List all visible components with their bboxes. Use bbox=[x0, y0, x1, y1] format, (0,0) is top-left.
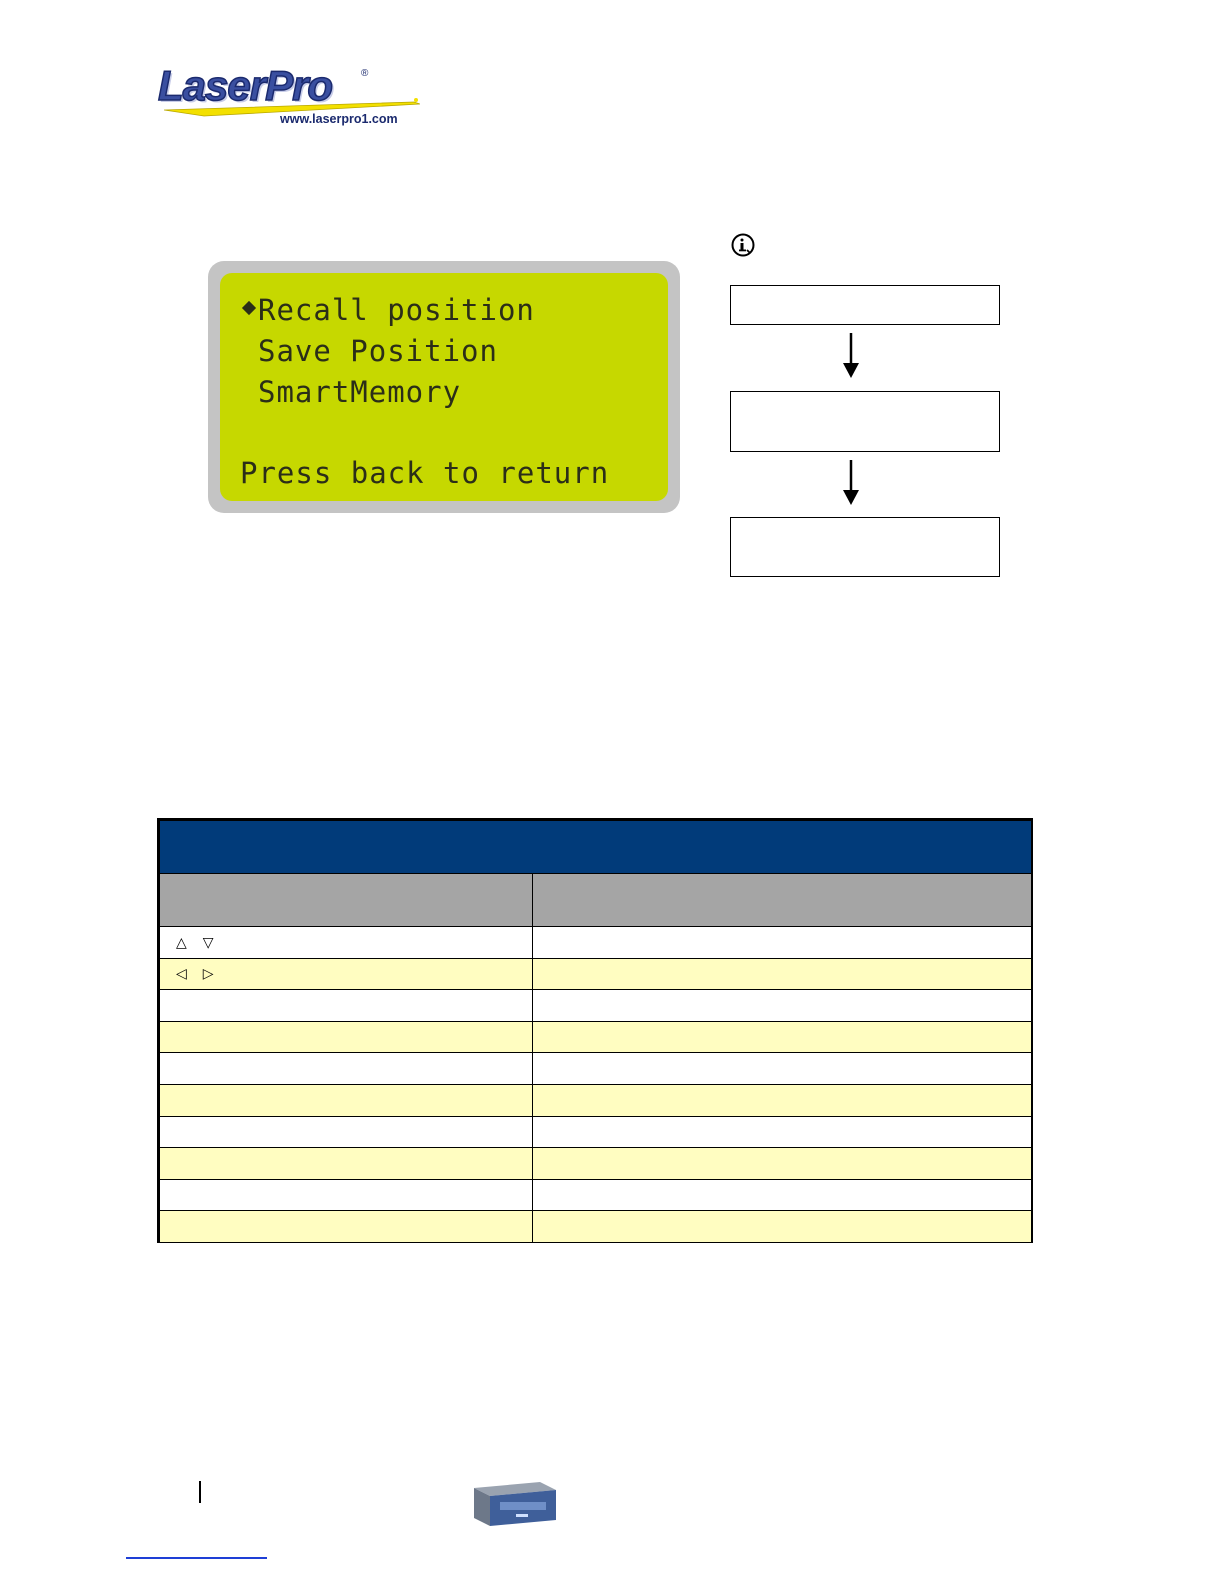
table-cell-function bbox=[533, 1179, 1032, 1211]
table-cell-key bbox=[160, 927, 533, 959]
lcd-panel bbox=[208, 261, 680, 513]
table-cell-function bbox=[533, 927, 1032, 959]
key-function-table bbox=[157, 818, 1033, 1243]
lcd-screen bbox=[220, 273, 668, 501]
flow-step-3 bbox=[730, 517, 1000, 577]
table-title bbox=[160, 821, 1032, 874]
table-cell-function bbox=[533, 1021, 1032, 1053]
down-triangle-icon: ▽ bbox=[202, 933, 214, 950]
table-cell-key bbox=[160, 1148, 533, 1180]
laser-engraver-image bbox=[470, 1478, 558, 1528]
right-triangle-icon: ▷ bbox=[202, 965, 214, 982]
table-row bbox=[160, 1021, 1032, 1053]
lcd-menu-item-save[interactable]: Save Position bbox=[258, 334, 498, 368]
left-triangle-icon: ◁ bbox=[176, 965, 187, 982]
table-cell-key bbox=[160, 1021, 533, 1053]
logo-url: www.laserpro1.com bbox=[280, 112, 398, 126]
logo-wordmark: LaserPro bbox=[158, 62, 333, 109]
footer-divider bbox=[199, 1481, 201, 1503]
footer-link-underline[interactable] bbox=[126, 1557, 267, 1559]
table-row bbox=[160, 990, 1032, 1022]
table-cell-function bbox=[533, 990, 1032, 1022]
table-cell-key bbox=[160, 1084, 533, 1116]
table-row bbox=[160, 1116, 1032, 1148]
table-cell-function bbox=[533, 1211, 1032, 1243]
table-cell-key bbox=[160, 990, 533, 1022]
lcd-menu-item-smartmemory[interactable]: SmartMemory bbox=[258, 375, 462, 409]
table-row bbox=[160, 1053, 1032, 1085]
table-cell-key bbox=[160, 1211, 533, 1243]
table-header-key bbox=[160, 874, 533, 927]
table-row bbox=[160, 1211, 1032, 1243]
info-icon bbox=[731, 233, 755, 257]
table-cell-key bbox=[160, 1179, 533, 1211]
table-row bbox=[160, 1084, 1032, 1116]
laserpro-logo bbox=[158, 62, 423, 130]
table-cell-key bbox=[160, 1053, 533, 1085]
table-row bbox=[160, 927, 1032, 959]
flow-step-2 bbox=[730, 391, 1000, 452]
up-triangle-icon: △ bbox=[176, 933, 187, 950]
table-cell-key bbox=[160, 1116, 533, 1148]
table-cell-key bbox=[160, 958, 533, 990]
flow-step-1 bbox=[730, 285, 1000, 325]
table-row bbox=[160, 1179, 1032, 1211]
table-cell-function bbox=[533, 958, 1032, 990]
down-arrow-icon bbox=[842, 460, 860, 506]
table-row bbox=[160, 1148, 1032, 1180]
lcd-footer-text: Press back to return bbox=[240, 456, 610, 490]
lcd-menu-item-recall[interactable]: Recall position bbox=[258, 293, 535, 327]
table-cell-function bbox=[533, 1053, 1032, 1085]
diamond-icon bbox=[242, 301, 256, 315]
logo-registered-mark: ® bbox=[361, 68, 369, 79]
table-cell-function bbox=[533, 1116, 1032, 1148]
table-header-function bbox=[533, 874, 1032, 927]
down-arrow-icon bbox=[842, 333, 860, 379]
table-cell-function bbox=[533, 1084, 1032, 1116]
table-cell-function bbox=[533, 1148, 1032, 1180]
table-row bbox=[160, 958, 1032, 990]
